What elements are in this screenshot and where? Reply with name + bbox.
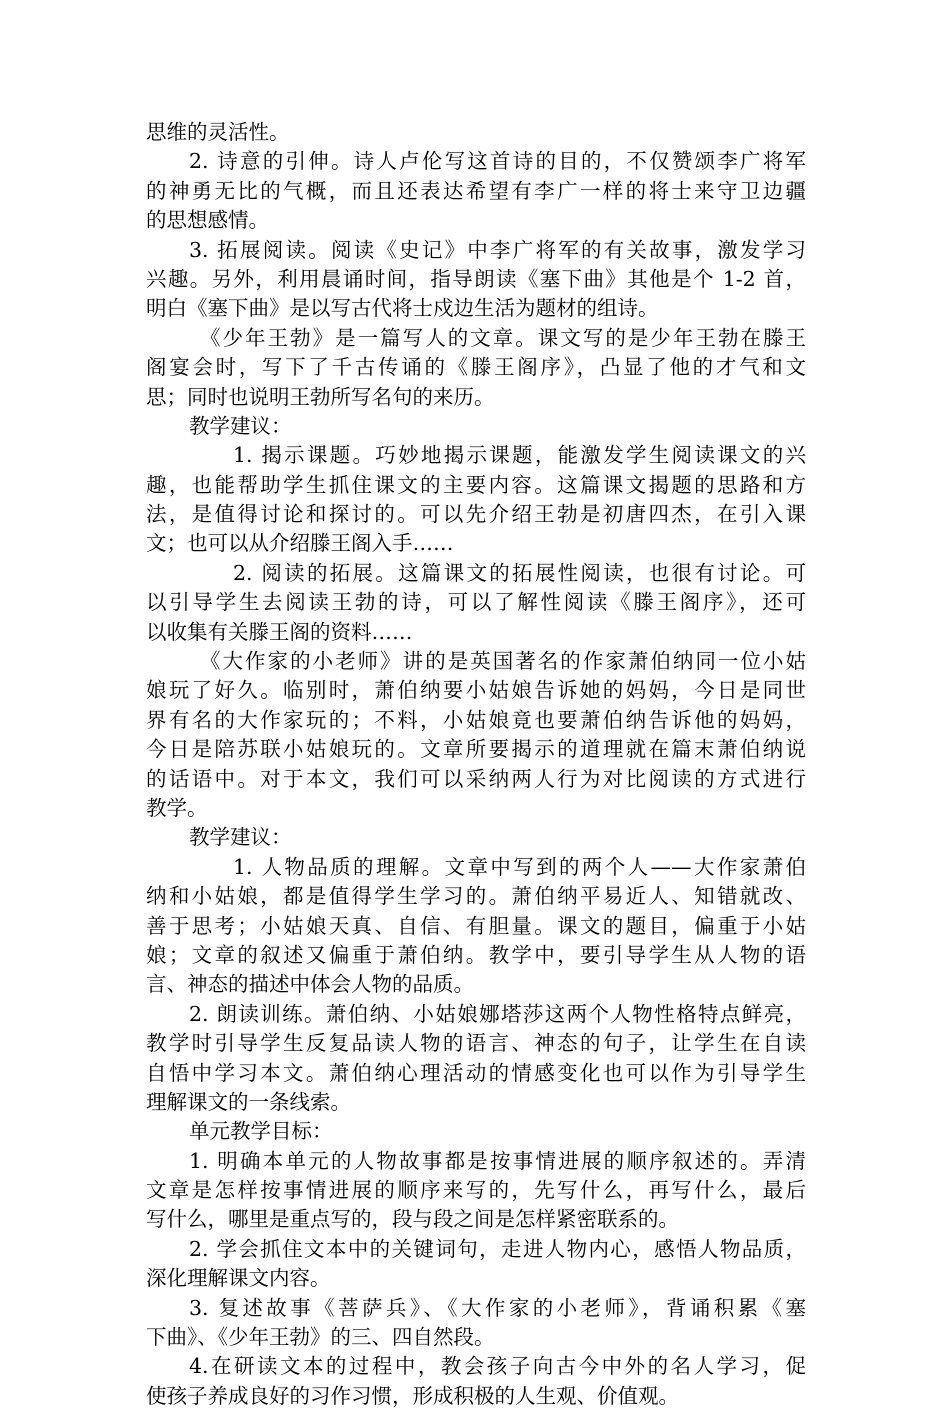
paragraph xyxy=(146,236,806,324)
text-line: 界有名的大作家玩的；不料，小姑娘竟也要萧伯纳告诉他的妈妈， xyxy=(146,707,806,732)
text-line: 1. 明确本单元的人物故事都是按事情进展的顺序叙述的。弄清 xyxy=(189,1148,806,1173)
text-line: 自悟中学习本文。萧伯纳心理活动的情感变化也可以作为引导学生 xyxy=(146,1060,806,1085)
paragraph xyxy=(146,412,806,441)
paragraph xyxy=(146,1117,806,1146)
text-line: 2. 阅读的拓展。这篇课文的拓展性阅读，也很有讨论。可 xyxy=(233,560,806,585)
text-line: 娘玩了好久。临别时，萧伯纳要小姑娘告诉她的妈妈，今日是同世 xyxy=(146,678,806,703)
text-line: 善于思考；小姑娘天真、自信、有胆量。课文的题目，偏重于小姑 xyxy=(146,913,806,938)
text-line: 4.在研读文本的过程中，教会孩子向古今中外的名人学习，促 xyxy=(189,1354,806,1379)
paragraph xyxy=(146,853,806,1000)
text-line: 2. 朗读训练。萧伯纳、小姑娘娜塔莎这两个人物性格特点鲜亮， xyxy=(189,1001,806,1026)
text-line: 《大作家的小老师》讲的是英国著名的作家萧伯纳同一位小姑 xyxy=(200,649,806,674)
text-line: 教学。 xyxy=(146,795,208,820)
text-line: 的思想感情。 xyxy=(146,208,269,233)
text-line: 法，是值得讨论和探讨的。可以先介绍王勃是初唐四杰，在引入课 xyxy=(146,502,806,527)
text-line: 使孩子养成良好的习作习惯，形成积极的人生观、价值观。 xyxy=(146,1383,679,1408)
text-line: 明白《塞下曲》是以写古代将士戍边生活为题材的组诗。 xyxy=(146,296,659,321)
paragraph xyxy=(146,1147,806,1235)
text-line: 教学建议： xyxy=(189,825,292,850)
text-line: 娘；文章的叙述又偏重于萧伯纳。教学中，要引导学生从人物的语 xyxy=(146,942,806,967)
text-line: 的神勇无比的气概，而且还表达希望有李广一样的将士来守卫边疆 xyxy=(146,178,806,203)
text-line: 文；也可以从介绍滕王阁入手…… xyxy=(146,531,454,556)
text-line: 2. 学会抓住文本中的关键词句，走进人物内心，感悟人物品质， xyxy=(189,1236,806,1261)
text-line: 1. 揭示课题。巧妙地揭示课题，能激发学生阅读课文的兴 xyxy=(233,443,806,468)
text-line: 以收集有关滕王阁的资料…… xyxy=(146,619,413,644)
paragraph xyxy=(146,118,806,147)
text-line: 思；同时也说明王勃所写名句的来历。 xyxy=(146,384,495,409)
text-line: 纳和小姑娘，都是值得学生学习的。萧伯纳平易近人、知错就改、 xyxy=(146,884,806,909)
document-page xyxy=(146,118,806,1411)
text-line: 言、神态的描述中体会人物的品质。 xyxy=(146,972,474,997)
text-line: 单元教学目标： xyxy=(189,1119,333,1144)
text-line: 的话语中。对于本文，我们可以采纳两人行为对比阅读的方式进行 xyxy=(146,766,806,791)
paragraph xyxy=(146,441,806,559)
text-line: 深化理解课文内容。 xyxy=(146,1266,331,1291)
text-line: 3. 复述故事《菩萨兵》、《大作家的小老师》，背诵积累《塞 xyxy=(189,1295,806,1320)
paragraph xyxy=(146,1352,806,1411)
paragraph xyxy=(146,1000,806,1118)
text-line: 写什么，哪里是重点写的，段与段之间是怎样紧密联系的。 xyxy=(146,1207,679,1232)
text-line: 下曲》、《少年王勃》的三、四自然段。 xyxy=(146,1325,495,1350)
paragraph xyxy=(146,147,806,235)
paragraph xyxy=(146,647,806,823)
paragraph xyxy=(146,1235,806,1294)
text-line: 3. 拓展阅读。阅读《史记》中李广将军的有关故事，激发学习 xyxy=(189,237,806,262)
text-line: 教学建议： xyxy=(189,413,292,438)
text-line: 理解课文的一条线索。 xyxy=(146,1089,351,1114)
paragraph xyxy=(146,559,806,647)
text-line: 今日是陪苏联小姑娘玩的。文章所要揭示的道理就在篇末萧伯纳说 xyxy=(146,737,806,762)
text-line: 思维的灵活性。 xyxy=(146,120,290,144)
text-line: 文章是怎样按事情进展的顺序来写的，先写什么，再写什么，最后 xyxy=(146,1178,806,1203)
text-line: 以引导学生去阅读王勃的诗，可以了解性阅读《滕王阁序》，还可 xyxy=(146,590,806,615)
text-line: 兴趣。另外，利用晨诵时间，指导朗读《塞下曲》其他是个 1-2 首， xyxy=(146,266,806,291)
text-line: 趣，也能帮助学生抓住课文的主要内容。这篇课文揭题的思路和方 xyxy=(146,472,806,497)
paragraph xyxy=(146,823,806,852)
text-line: 1. 人物品质的理解。文章中写到的两个人——大作家萧伯 xyxy=(233,854,806,879)
text-line: 阁宴会时，写下了千古传诵的《滕王阁序》，凸显了他的才气和文 xyxy=(146,355,806,380)
paragraph xyxy=(146,324,806,412)
text-line: 《少年王勃》是一篇写人的文章。课文写的是少年王勃在滕王 xyxy=(200,325,806,350)
text-line: 教学时引导学生反复品读人物的语言、神态的句子，让学生在自读 xyxy=(146,1031,806,1056)
text-line: 2. 诗意的引伸。诗人卢伦写这首诗的目的，不仅赞颂李广将军 xyxy=(189,149,806,174)
